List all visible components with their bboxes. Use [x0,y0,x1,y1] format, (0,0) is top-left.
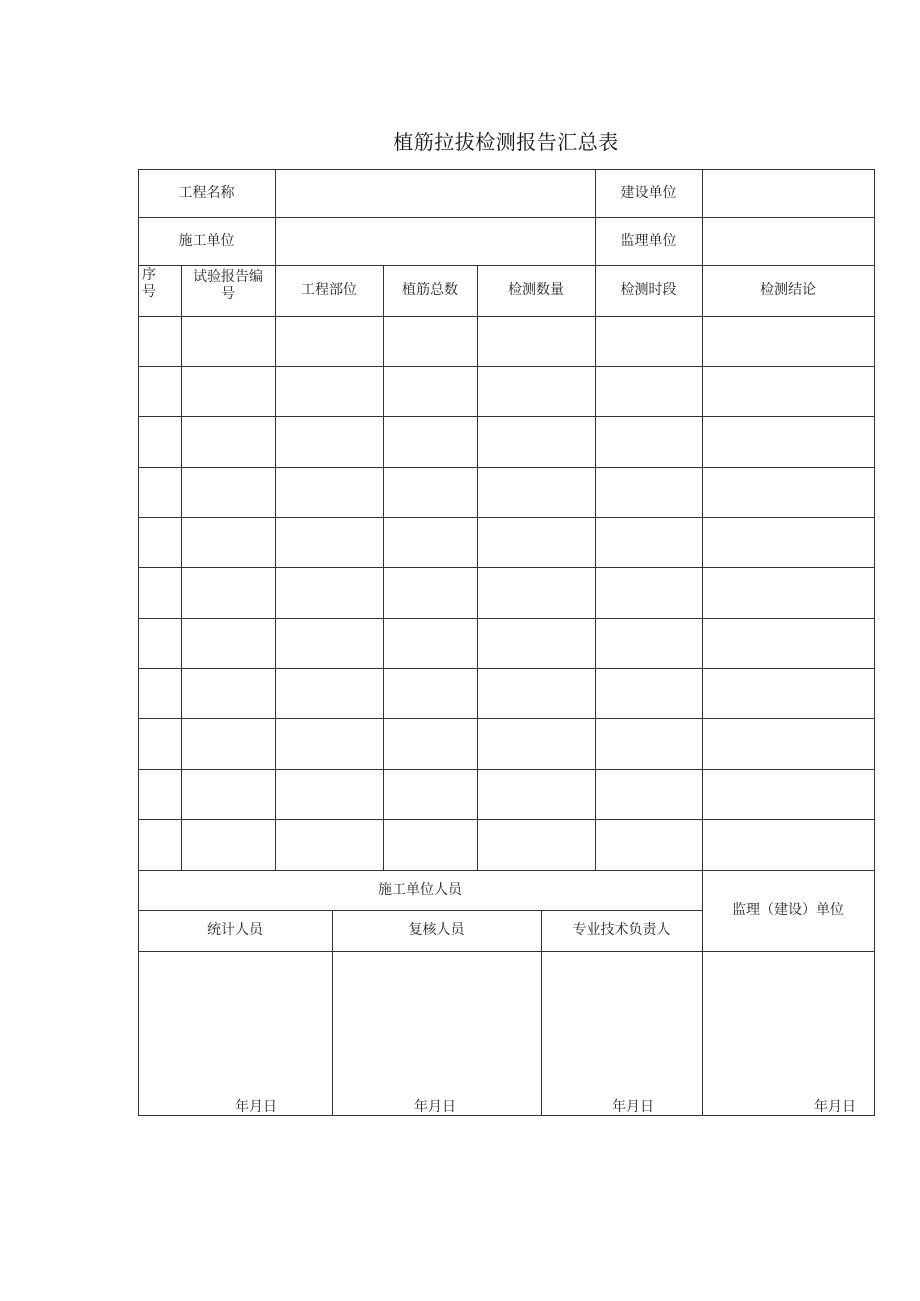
table-cell[interactable] [138,416,181,467]
table-cell[interactable] [383,467,477,517]
table-cell[interactable] [181,517,275,567]
tech-lead-label: 专业技术负责人 [572,922,671,938]
statistician-signature-area[interactable] [138,951,332,1115]
table-cell[interactable] [595,567,702,618]
table-cell[interactable] [477,718,595,769]
statistician-label: 统计人员 [207,922,263,938]
table-cell[interactable] [138,366,181,416]
tech-lead-signature-area[interactable] [541,951,702,1115]
table-cell[interactable] [595,668,702,718]
table-cell[interactable] [595,819,702,870]
table-cell[interactable] [138,567,181,618]
table-cell[interactable] [595,718,702,769]
table-cell[interactable] [138,769,181,819]
table-cell[interactable] [383,819,477,870]
table-cell[interactable] [477,316,595,366]
column-header-count: 检测数量 [508,282,564,298]
table-rule [138,870,875,871]
table-cell[interactable] [275,819,383,870]
table-cell[interactable] [702,769,874,819]
column-header-period: 检测时段 [620,282,677,298]
page-title: 植筋拉拔检测报告汇总表 [393,130,619,154]
reviewer-label: 复核人员 [408,922,465,938]
table-rule [541,910,542,1115]
supervisor-date: 年月日 [814,1099,856,1115]
table-cell[interactable] [702,718,874,769]
table-cell[interactable] [181,366,275,416]
column-header-report-no: 试验报告编号 [193,269,263,302]
table-cell[interactable] [702,366,874,416]
table-cell[interactable] [595,618,702,668]
table-rule [332,910,333,1115]
table-cell[interactable] [138,316,181,366]
table-cell[interactable] [702,517,874,567]
table-cell[interactable] [595,769,702,819]
table-cell[interactable] [383,316,477,366]
table-cell[interactable] [383,769,477,819]
table-cell[interactable] [138,618,181,668]
table-cell[interactable] [275,416,383,467]
builder-label: 施工单位 [178,232,235,249]
table-cell[interactable] [138,517,181,567]
table-cell[interactable] [383,567,477,618]
table-cell[interactable] [477,819,595,870]
table-cell[interactable] [275,366,383,416]
table-cell[interactable] [477,467,595,517]
construction-org-field[interactable] [702,169,874,217]
supervisor-field[interactable] [702,217,874,265]
table-cell[interactable] [595,467,702,517]
table-cell[interactable] [383,618,477,668]
table-rule [138,169,875,170]
table-rule [702,870,703,1115]
table-cell[interactable] [383,718,477,769]
construction-org-label: 建设单位 [620,184,677,201]
project-name-field[interactable] [275,169,595,217]
project-name-label: 工程名称 [178,184,235,201]
table-cell[interactable] [477,618,595,668]
table-cell[interactable] [275,467,383,517]
table-cell[interactable] [181,567,275,618]
reviewer-date: 年月日 [414,1099,456,1115]
table-cell[interactable] [181,718,275,769]
table-rule [702,169,703,265]
table-cell[interactable] [595,416,702,467]
table-rule [138,951,875,952]
table-cell[interactable] [477,366,595,416]
builder-field[interactable] [275,217,595,265]
table-cell[interactable] [181,467,275,517]
table-cell[interactable] [181,668,275,718]
tech-lead-date: 年月日 [612,1099,654,1115]
table-cell[interactable] [702,668,874,718]
table-cell[interactable] [702,416,874,467]
table-cell[interactable] [595,316,702,366]
table-cell[interactable] [181,416,275,467]
table-cell[interactable] [477,416,595,467]
table-cell[interactable] [275,316,383,366]
table-cell[interactable] [181,316,275,366]
table-cell[interactable] [702,467,874,517]
table-cell[interactable] [383,517,477,567]
table-rule [138,910,702,911]
supervisor-label: 监理单位 [620,232,677,249]
statistician-date: 年月日 [235,1099,277,1115]
table-cell[interactable] [181,819,275,870]
table-cell[interactable] [181,618,275,668]
table-cell[interactable] [477,567,595,618]
table-cell[interactable] [275,567,383,618]
table-cell[interactable] [138,718,181,769]
table-rule [874,169,875,1116]
table-cell[interactable] [702,618,874,668]
supervisor-signature-area[interactable] [702,951,874,1115]
table-rule [595,169,596,265]
table-cell[interactable] [383,416,477,467]
reviewer-signature-area[interactable] [332,951,541,1115]
table-rule [138,217,875,218]
table-cell[interactable] [181,769,275,819]
column-header-conclusion: 检测结论 [760,282,816,298]
table-cell[interactable] [275,668,383,718]
table-cell[interactable] [275,769,383,819]
table-cell[interactable] [275,517,383,567]
table-cell[interactable] [477,668,595,718]
table-rule [138,1115,875,1116]
table-cell[interactable] [477,769,595,819]
column-header-location: 工程部位 [301,282,357,298]
table-cell[interactable] [702,316,874,366]
table-cell[interactable] [138,668,181,718]
table-cell[interactable] [595,517,702,567]
table-cell[interactable] [138,819,181,870]
column-header-index: 序号 [142,267,156,300]
table-rule [138,265,875,266]
table-cell[interactable] [138,467,181,517]
table-rule [275,169,276,265]
table-cell[interactable] [383,366,477,416]
column-header-total: 植筋总数 [402,282,458,298]
table-cell[interactable] [702,567,874,618]
supervisor-unit-label: 监理（建设）单位 [732,902,844,918]
table-cell[interactable] [477,517,595,567]
table-cell[interactable] [383,668,477,718]
table-cell[interactable] [275,618,383,668]
table-cell[interactable] [595,366,702,416]
table-cell[interactable] [702,819,874,870]
builder-personnel-label: 施工单位人员 [378,881,462,898]
table-cell[interactable] [275,718,383,769]
